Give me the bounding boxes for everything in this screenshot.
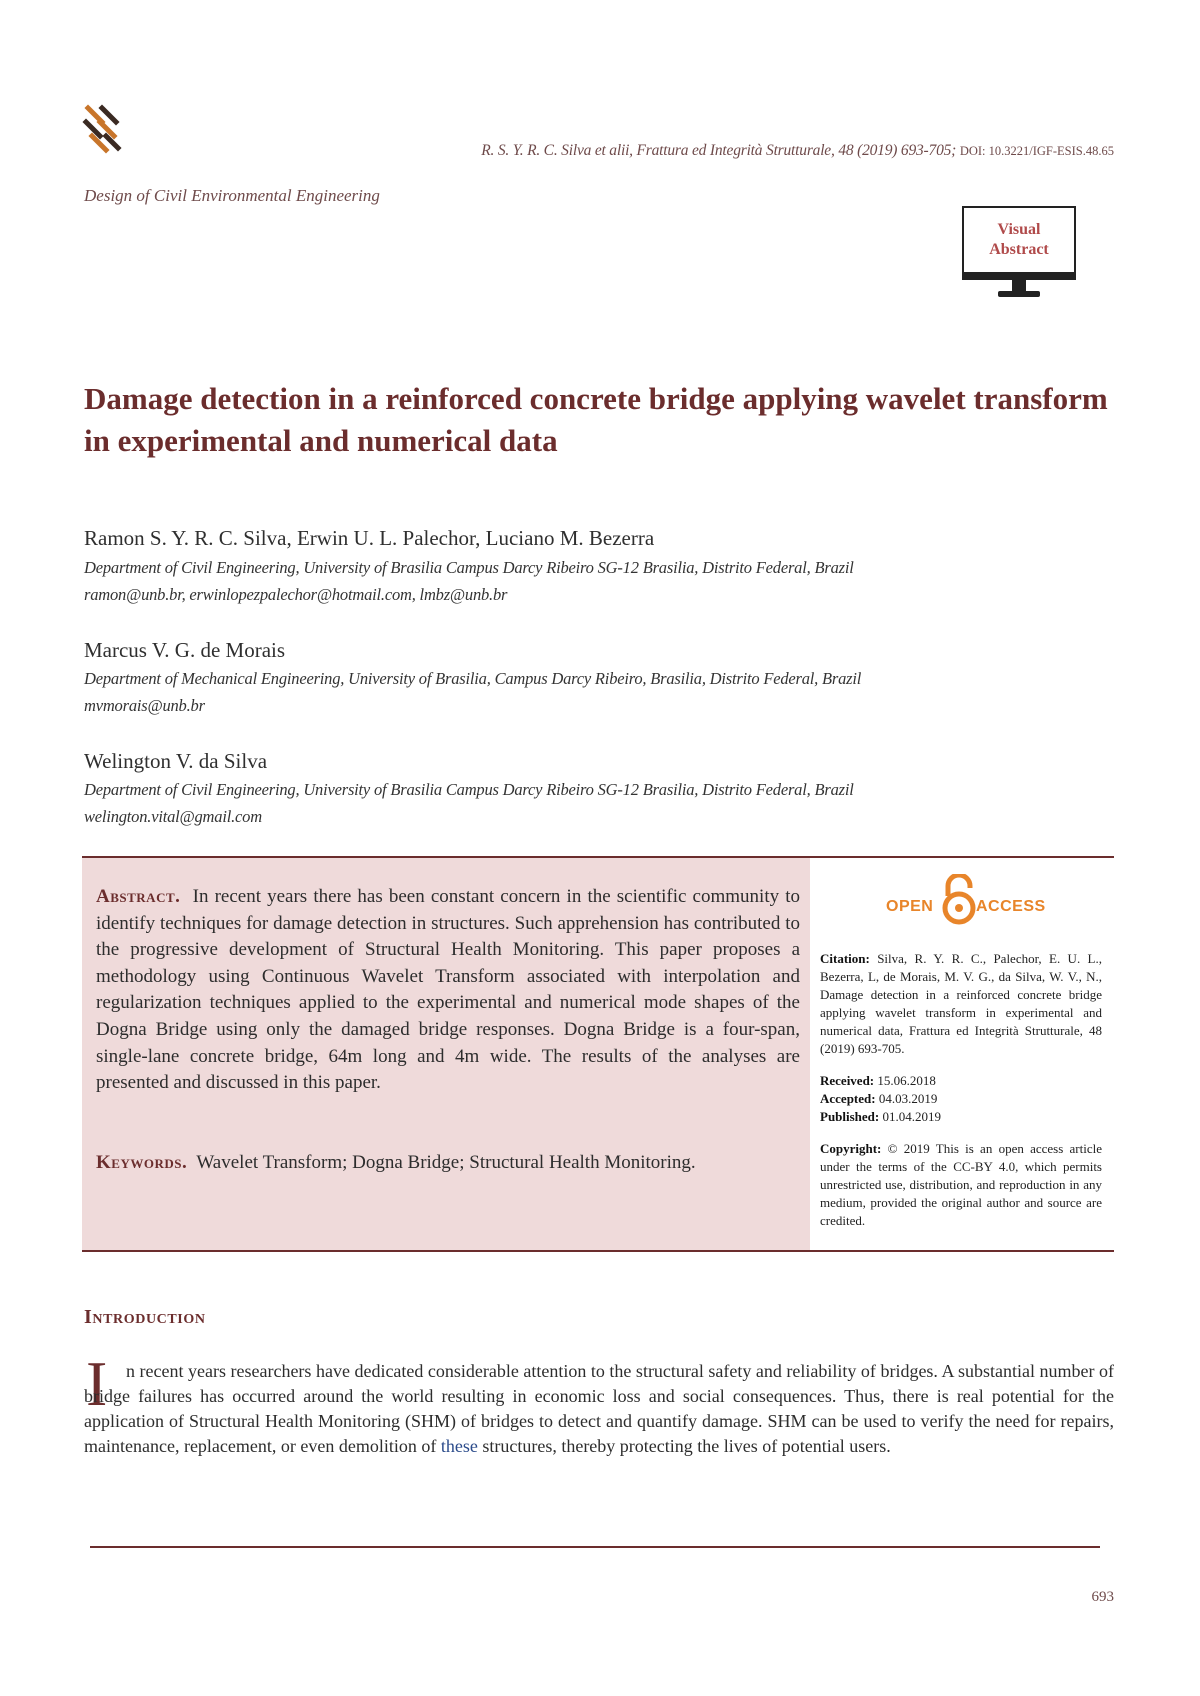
paper-title: Damage detection in a reinforced concrete bridge applying wavelet transform in experimental and numerical data — [84, 381, 1108, 458]
author-group-1-emails: ramon@unb.br, erwinlopezpalechor@hotmail.com, lmbz@unb.br — [84, 585, 508, 604]
open-lock-icon — [942, 874, 976, 926]
open-access-badge — [884, 872, 1044, 932]
visual-abstract-label-1: Visual — [997, 221, 1041, 238]
citation-block — [820, 950, 1102, 1058]
published-label: Published: — [820, 1109, 880, 1124]
running-header-citation — [481, 142, 1114, 160]
article-info-sidebar — [820, 950, 1102, 1230]
author-group-1-affiliation: Department of Civil Engineering, University of Brasilia Campus Darcy Ribeiro SG-12 Brasilia, Distrito Federal, Brazil — [84, 558, 854, 577]
footer-rule — [90, 1546, 1100, 1548]
copyright-block — [820, 1140, 1102, 1230]
abstract-body: In recent years there has been constant concern in the scientific community to identify techniques for damage detection in structures. Such apprehension has contributed to the progressive development of Structural Health Monitoring. This paper proposes a methodology using Continuous Wavelet Transform associated with interpolation and regularization techniques applied to the experimental and numerical mode shapes of the Dogna Bridge using only the damaged bridge responses. Dogna Bridge is a four-span, single-lane concrete bridge, 64m long and 4m wide. The results of the analyses are presented and discussed in this paper. — [96, 886, 800, 1094]
section-label: Design of Civil Environmental Engineering — [84, 186, 380, 205]
citation-label: Citation: — [820, 951, 870, 966]
citation-text: Silva, R. Y. R. C., Palechor, E. U. L., Bezerra, L, de Morais, M. V. G., da Silva, W. V., N., Damage detection in a reinforced concrete bridge applying wavelet transform in experimental and numerical data, Frattura ed Integrità Strutturale, 48 (2019) 693-705. — [820, 951, 1102, 1056]
abstract-bottom-rule — [82, 1250, 1114, 1252]
monitor-icon — [962, 206, 1076, 280]
journal-logo-icon — [82, 100, 124, 158]
received-date: 15.06.2018 — [877, 1073, 936, 1088]
page-number: 693 — [1091, 1589, 1114, 1605]
visual-abstract-button[interactable] — [962, 206, 1080, 302]
header-citation-text: R. S. Y. R. C. Silva et alii, Frattura ed Integrità Strutturale, 48 (2019) 693-705; — [481, 142, 957, 159]
introduction-heading: Introduction — [84, 1306, 206, 1328]
author-group-3-affiliation: Department of Civil Engineering, University of Brasilia Campus Darcy Ribeiro SG-12 Brasilia, Distrito Federal, Brazil — [84, 780, 854, 799]
author-group-1-names: Ramon S. Y. R. C. Silva, Erwin U. L. Palechor, Luciano M. Bezerra — [84, 526, 655, 550]
accepted-line — [820, 1090, 1102, 1108]
header-doi: DOI: 10.3221/IGF-ESIS.48.65 — [959, 144, 1114, 158]
intro-link-word[interactable]: these — [440, 1436, 478, 1456]
received-label: Received: — [820, 1073, 875, 1088]
introduction-dropcap: I — [86, 1348, 108, 1419]
open-access-right: ACCESS — [976, 898, 1046, 915]
accepted-date: 04.03.2019 — [878, 1091, 938, 1106]
visual-abstract-label-2: Abstract — [989, 241, 1049, 258]
published-date: 01.04.2019 — [882, 1109, 941, 1124]
monitor-base — [998, 291, 1040, 297]
intro-text-end: structures, thereby protecting the lives of potential users. — [482, 1436, 891, 1456]
open-access-left: OPEN — [886, 898, 934, 915]
keywords-paragraph — [96, 1150, 800, 1177]
received-line — [820, 1072, 1102, 1090]
author-group-3-names: Welington V. da Silva — [84, 749, 268, 773]
author-group-2-emails: mvmorais@unb.br — [84, 696, 205, 715]
published-line — [820, 1108, 1102, 1126]
keywords-label: Keywords. — [96, 1152, 188, 1173]
abstract-paragraph — [96, 884, 800, 1097]
introduction-paragraph — [84, 1359, 1114, 1459]
copyright-text: © 2019 This is an open access article under the terms of the CC-BY 4.0, which permits unrestricted use, distribution, and reproduction in any medium, provided the original author and source are credited. — [820, 1141, 1103, 1228]
copyright-label: Copyright: — [820, 1141, 882, 1156]
author-group-2-affiliation: Department of Mechanical Engineering, University of Brasilia, Campus Darcy Ribeiro, Brasilia, Distrito Federal, Brazil — [84, 669, 862, 688]
keywords-body: Wavelet Transform; Dogna Bridge; Structural Health Monitoring. — [196, 1152, 696, 1173]
accepted-label: Accepted: — [820, 1091, 876, 1106]
author-group-3-emails: welington.vital@gmail.com — [84, 807, 262, 826]
author-group-2-names: Marcus V. G. de Morais — [84, 638, 286, 662]
abstract-label: Abstract. — [96, 886, 181, 907]
intro-text-start: n recent years researchers have dedicated considerable attention to the structural safety and reliability of bridges. A substantial number of bridge failures has occurred around the world resulting in economic loss and social consequences. Thus, there is real potential for the application of Structural Health Monitoring (SHM) of bridges to detect and quantify damage. SHM can be used to verify the need for repairs, maintenance, replacement, or even demolition of — [84, 1361, 1114, 1456]
